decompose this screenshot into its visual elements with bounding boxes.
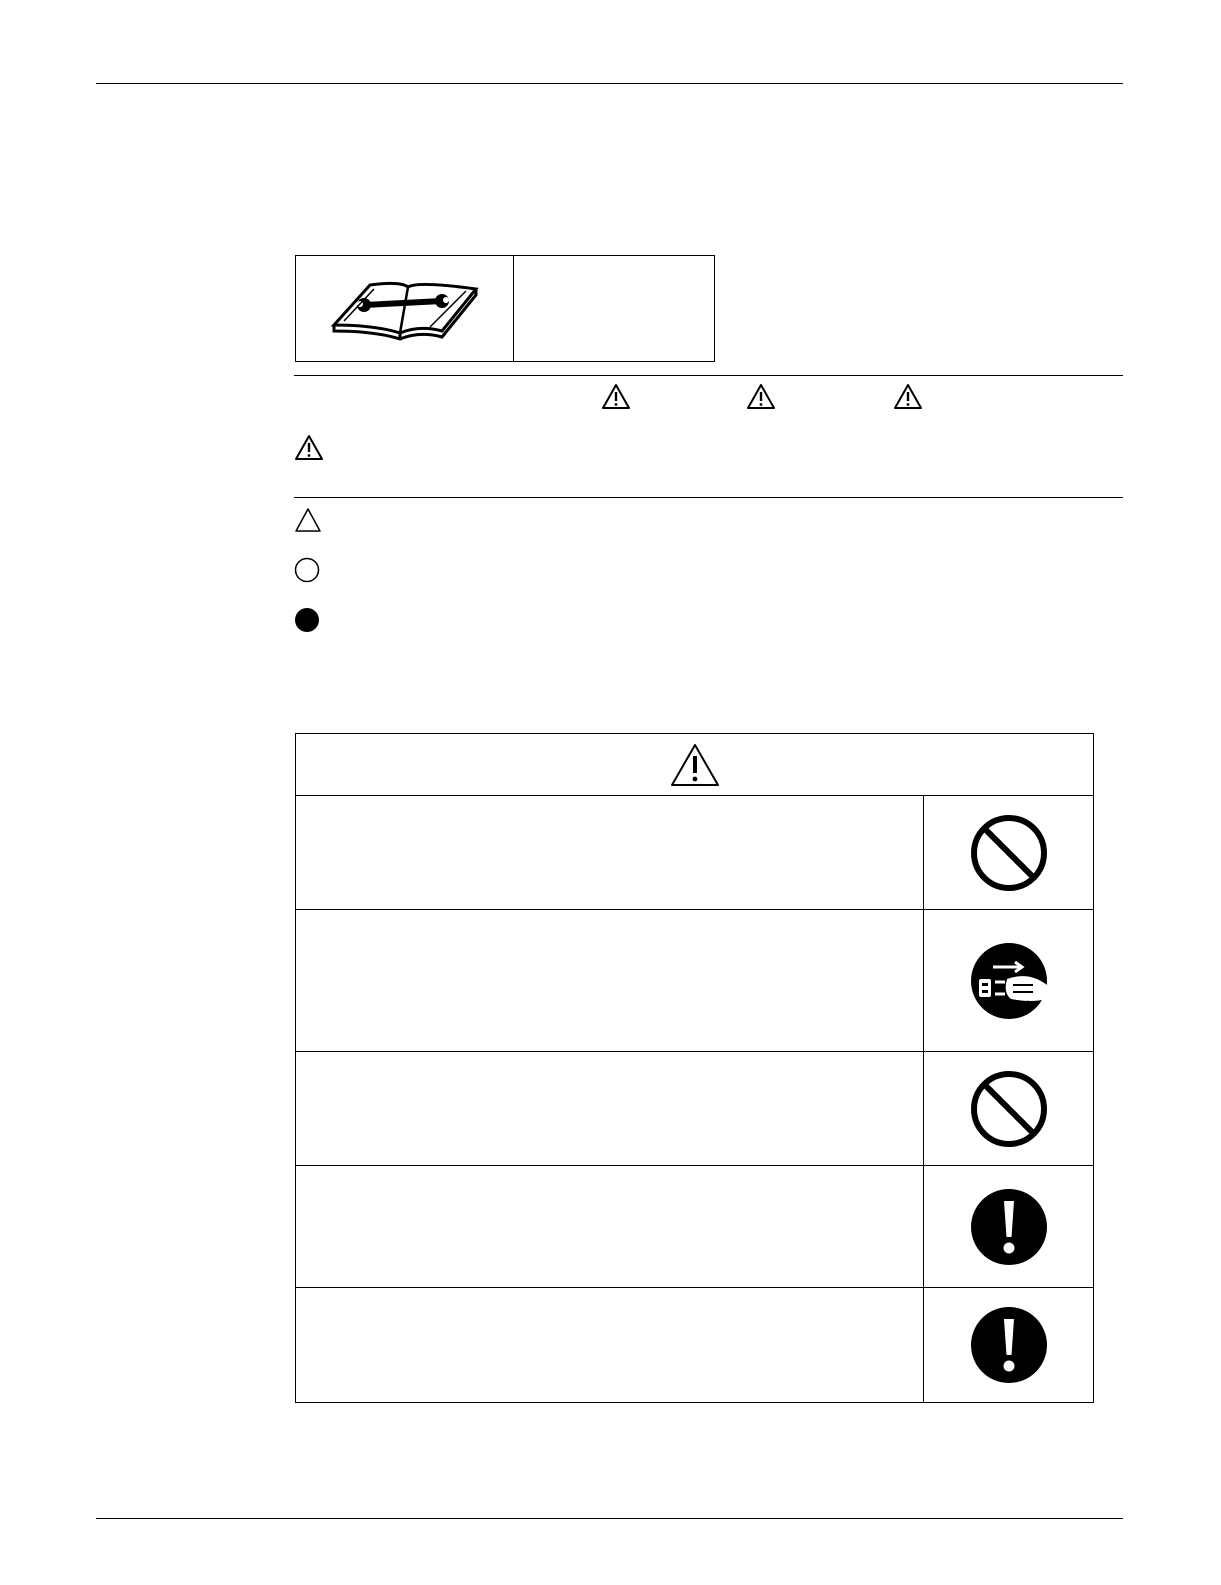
row-text-cell	[296, 1166, 924, 1287]
mandatory-action-icon	[969, 1187, 1049, 1267]
footer-rule	[96, 1518, 1123, 1519]
warning-triangle-icon	[746, 383, 776, 410]
warning-table	[295, 733, 1094, 1403]
table-row	[296, 910, 1093, 1052]
manual-text-cell	[514, 256, 714, 361]
table-row	[296, 1288, 1093, 1402]
section-rule	[294, 375, 1123, 376]
prohibited-icon	[969, 1069, 1049, 1149]
prohibited-icon	[969, 813, 1049, 893]
warning-table-header	[296, 734, 1093, 796]
manual-icon-cell	[296, 256, 514, 361]
row-text-cell	[296, 796, 924, 909]
row-icon-cell	[924, 1166, 1093, 1287]
warning-triangle-icon	[893, 383, 923, 410]
row-icon-cell	[924, 1052, 1093, 1165]
row-icon-cell	[924, 796, 1093, 909]
table-row	[296, 796, 1093, 910]
table-row	[296, 1052, 1093, 1166]
open-book-with-wrench-icon	[330, 277, 480, 341]
open-circle-icon	[294, 557, 320, 583]
mandatory-action-icon	[969, 1305, 1049, 1385]
warning-triangle-icon	[669, 742, 721, 788]
manual-reference-box	[295, 255, 715, 362]
warning-triangle-icon	[601, 383, 631, 410]
filled-circle-icon	[294, 607, 320, 633]
row-text-cell	[296, 1052, 924, 1165]
header-rule	[96, 83, 1123, 84]
warning-triangle-icon	[294, 434, 324, 461]
row-icon-cell	[924, 910, 1093, 1051]
row-text-cell	[296, 1288, 924, 1402]
table-row	[296, 1166, 1093, 1288]
row-icon-cell	[924, 1288, 1093, 1402]
section-rule	[294, 497, 1123, 498]
row-text-cell	[296, 910, 924, 1051]
unplug-power-icon	[969, 941, 1049, 1021]
open-triangle-icon	[294, 507, 322, 533]
